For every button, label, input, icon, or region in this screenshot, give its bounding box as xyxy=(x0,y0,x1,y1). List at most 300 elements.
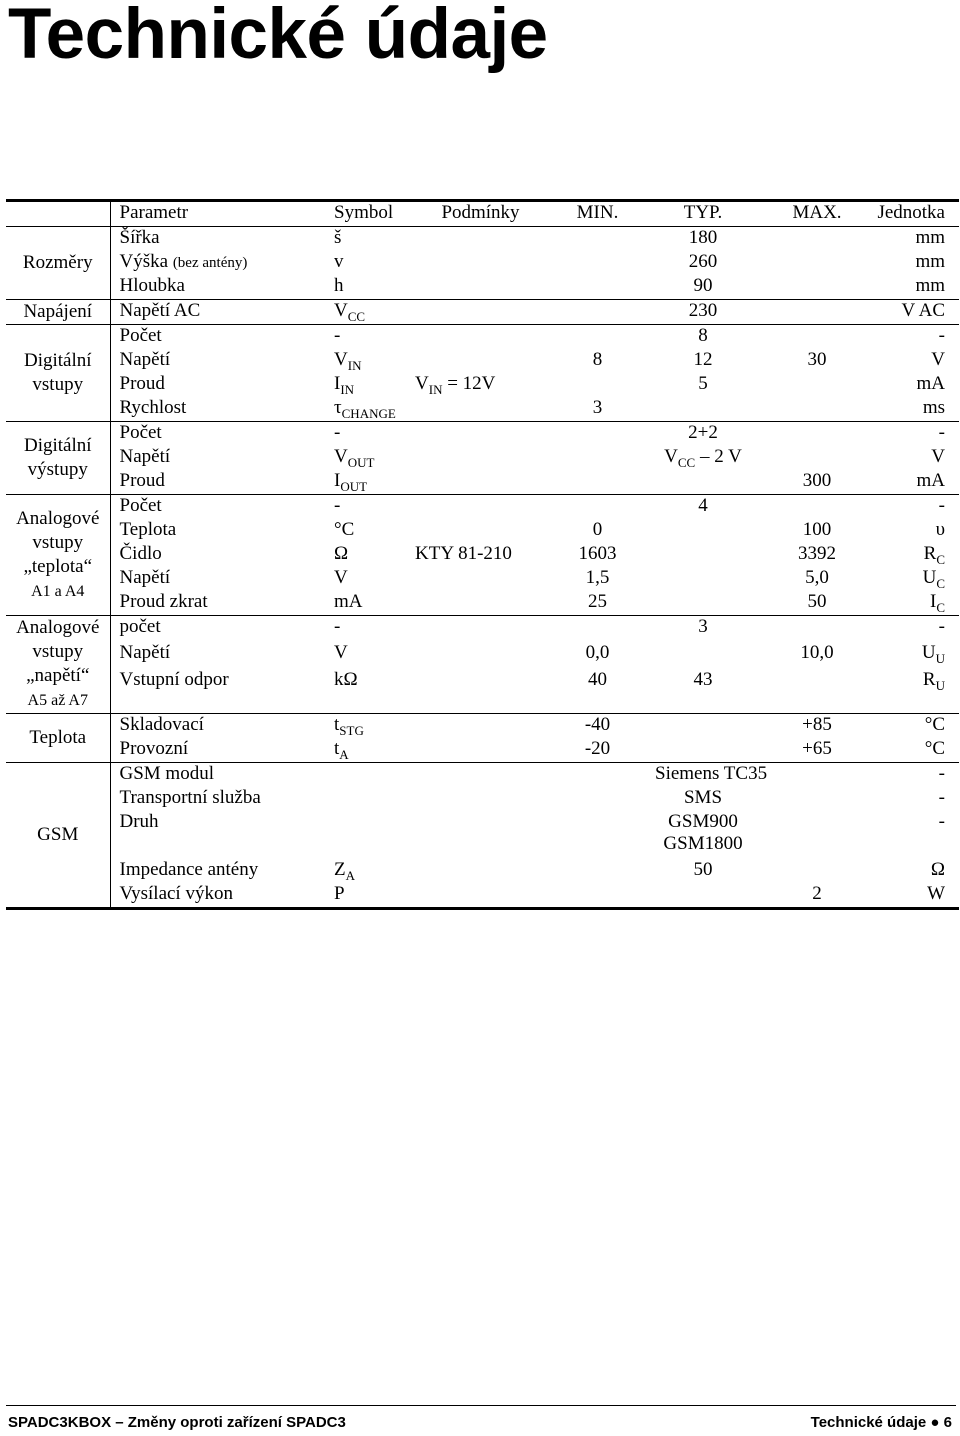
table-row xyxy=(6,763,959,788)
cond-cell xyxy=(409,763,544,788)
param-cell xyxy=(110,446,316,470)
page-title: Technické údaje xyxy=(8,0,548,74)
param-label: Čidlo xyxy=(119,543,162,564)
symbol-label: mA xyxy=(334,591,363,612)
unit-label: mA xyxy=(916,373,945,394)
unit-cell xyxy=(863,446,959,470)
unit-cell xyxy=(863,787,959,811)
group-header-empty xyxy=(6,201,110,227)
symbol-cell xyxy=(316,519,409,543)
max-value: 300 xyxy=(802,470,832,491)
min-cell xyxy=(544,519,651,543)
max-value: 10,0 xyxy=(800,642,834,664)
unit-label: - xyxy=(938,763,945,784)
header-podminky-label: Podmínky xyxy=(441,202,520,223)
symbol-cell xyxy=(316,567,409,591)
unit-label: mm xyxy=(915,227,945,248)
typ-value: 8 xyxy=(698,325,708,346)
group-label-line: Digitální xyxy=(23,350,92,371)
max-cell xyxy=(755,738,863,763)
typ-cell xyxy=(651,738,755,763)
param-cell xyxy=(110,543,316,567)
param-cell xyxy=(110,519,316,543)
header-min xyxy=(544,201,651,227)
symbol-cell xyxy=(316,543,409,567)
cond-cell xyxy=(409,591,544,616)
group-label-line: vstupy xyxy=(32,531,84,553)
table-row xyxy=(6,300,959,325)
param-label: Napětí xyxy=(119,642,171,664)
unit-subscript: C xyxy=(936,552,945,567)
unit-label: Ω xyxy=(930,859,945,880)
param-label: GSM modul xyxy=(119,763,214,784)
unit-label: R xyxy=(922,668,936,690)
min-cell xyxy=(544,300,651,325)
unit-cell xyxy=(863,714,959,739)
typ-value: 5 xyxy=(698,373,708,394)
symbol-cell xyxy=(316,349,409,373)
unit-label: - xyxy=(938,325,945,346)
header-typ xyxy=(651,201,755,227)
group-gsm: GSM xyxy=(6,763,110,909)
header-max-label: MAX. xyxy=(792,202,842,223)
typ-cell xyxy=(651,373,755,397)
symbol-label: š xyxy=(334,227,342,248)
symbol-cell xyxy=(316,591,409,616)
max-cell xyxy=(755,591,863,616)
symbol-cell xyxy=(316,883,409,909)
param-cell xyxy=(110,859,316,883)
unit-cell xyxy=(863,669,959,714)
typ-cell xyxy=(651,325,755,350)
table-row xyxy=(6,519,959,543)
min-cell xyxy=(544,616,651,643)
min-cell xyxy=(544,325,651,350)
group-label-line: Analogové xyxy=(16,617,100,638)
unit-cell xyxy=(863,275,959,300)
typ-value: 90 xyxy=(693,275,713,296)
param-cell xyxy=(110,373,316,397)
min-value: 40 xyxy=(588,668,607,690)
cond-cell xyxy=(409,325,544,350)
param-cell xyxy=(110,349,316,373)
min-cell xyxy=(544,373,651,397)
param-cell xyxy=(110,642,316,668)
max-cell xyxy=(755,251,863,275)
max-cell xyxy=(755,859,863,883)
min-cell xyxy=(544,349,651,373)
param-label: Proud xyxy=(119,470,165,491)
param-label: Počet xyxy=(119,325,162,346)
typ-cell xyxy=(651,275,755,300)
group-label-line: A5 až A7 xyxy=(27,692,88,709)
table-row xyxy=(6,397,959,422)
cond-cell xyxy=(409,495,544,520)
cond-cell xyxy=(409,300,544,325)
unit-label: mm xyxy=(915,251,945,272)
param-cell xyxy=(110,422,316,447)
min-cell xyxy=(544,227,651,252)
table-row xyxy=(6,883,959,909)
max-cell xyxy=(755,470,863,495)
symbol-cell xyxy=(316,714,409,739)
cond-label: KTY 81-210 xyxy=(415,543,512,564)
typ-value: 260 xyxy=(688,251,718,272)
min-value: 1,5 xyxy=(585,567,610,588)
symbol-label: V xyxy=(334,300,348,321)
symbol-label: I xyxy=(334,373,341,394)
cond-cell xyxy=(409,883,544,909)
cond-cell xyxy=(409,397,544,422)
max-cell xyxy=(755,446,863,470)
unit-label: - xyxy=(938,616,945,637)
cond-cell xyxy=(409,642,544,668)
cond-cell xyxy=(409,251,544,275)
max-value: +85 xyxy=(802,714,832,735)
table-row xyxy=(6,669,959,714)
symbol-subscript: OUT xyxy=(347,455,375,470)
typ-value: Siemens TC35 xyxy=(655,763,768,784)
unit-cell xyxy=(863,642,959,668)
symbol-label: t xyxy=(334,714,340,735)
max-cell xyxy=(755,642,863,668)
typ-cell xyxy=(651,470,755,495)
table-row xyxy=(6,543,959,567)
typ-cell xyxy=(651,714,755,739)
group-teplota: Teplota xyxy=(6,714,110,763)
param-cell xyxy=(110,616,316,643)
typ-value: SMS xyxy=(683,787,723,808)
symbol-label: - xyxy=(334,616,341,637)
group-digitalni-vystupy xyxy=(6,422,110,495)
group-digitalni-vstupy xyxy=(6,325,110,422)
unit-cell xyxy=(863,251,959,275)
param-cell xyxy=(110,738,316,763)
typ-cell xyxy=(651,349,755,373)
table-row xyxy=(6,495,959,520)
param-label: Transportní služba xyxy=(119,787,261,808)
unit-label: U xyxy=(921,642,936,664)
min-value: -20 xyxy=(584,738,611,759)
symbol-label: Z xyxy=(334,859,346,880)
typ-cell xyxy=(651,811,755,859)
cond-cell xyxy=(409,738,544,763)
symbol-cell xyxy=(316,446,409,470)
table-header-row xyxy=(6,201,959,227)
min-value: 8 xyxy=(592,349,603,370)
symbol-label: t xyxy=(334,738,340,759)
cond-cell xyxy=(409,446,544,470)
param-label: Napětí xyxy=(119,446,171,467)
symbol-cell xyxy=(316,787,409,811)
max-cell xyxy=(755,227,863,252)
cond-cell xyxy=(409,714,544,739)
param-label: Napětí AC xyxy=(119,300,201,321)
param-cell xyxy=(110,763,316,788)
symbol-subscript: IN xyxy=(340,382,355,397)
max-value: 3392 xyxy=(798,543,836,564)
symbol-label: P xyxy=(334,883,345,904)
symbol-label: - xyxy=(334,495,341,516)
symbol-subscript: A xyxy=(345,868,355,883)
unit-cell xyxy=(863,325,959,350)
min-value: 0 xyxy=(592,519,603,540)
symbol-cell xyxy=(316,251,409,275)
min-cell xyxy=(544,251,651,275)
min-cell xyxy=(544,422,651,447)
typ-value: GSM1800 xyxy=(663,833,743,854)
table-row xyxy=(6,811,959,859)
unit-cell xyxy=(863,883,959,909)
typ-cell xyxy=(651,883,755,909)
param-cell xyxy=(110,397,316,422)
typ-value: 3 xyxy=(698,616,708,637)
unit-subscript: U xyxy=(935,677,945,693)
param-cell xyxy=(110,567,316,591)
group-label-line: vstupy xyxy=(32,641,84,662)
bullet-icon: ● xyxy=(930,1414,940,1431)
typ-cell xyxy=(651,591,755,616)
unit-cell xyxy=(863,519,959,543)
header-podminky xyxy=(409,201,544,227)
table-row xyxy=(6,591,959,616)
min-value: -40 xyxy=(584,714,611,735)
typ-cell xyxy=(651,567,755,591)
group-label-line: vstupy xyxy=(32,374,84,395)
typ-cell xyxy=(651,397,755,422)
param-label: Počet xyxy=(119,422,162,443)
symbol-cell xyxy=(316,275,409,300)
cond-cell xyxy=(409,543,544,567)
typ-subscript: CC xyxy=(677,455,696,470)
max-cell xyxy=(755,883,863,909)
table-row xyxy=(6,373,959,397)
table-row xyxy=(6,738,959,763)
symbol-subscript: IN xyxy=(347,358,362,373)
unit-cell xyxy=(863,811,959,859)
unit-cell xyxy=(863,763,959,788)
unit-label: I xyxy=(930,591,937,612)
param-cell xyxy=(110,227,316,252)
symbol-label: - xyxy=(334,422,341,443)
param-cell xyxy=(110,591,316,616)
symbol-subscript: A xyxy=(339,747,349,762)
table-row xyxy=(6,567,959,591)
param-label: Napětí xyxy=(119,567,171,588)
cond-cell xyxy=(409,859,544,883)
symbol-cell xyxy=(316,397,409,422)
group-label-line: „teplota“ xyxy=(23,555,93,577)
param-cell xyxy=(110,251,316,275)
symbol-label: - xyxy=(334,325,341,346)
min-cell xyxy=(544,811,651,859)
typ-cell xyxy=(651,787,755,811)
typ-cell xyxy=(651,543,755,567)
symbol-cell xyxy=(316,859,409,883)
cond-cell xyxy=(409,616,544,643)
unit-cell xyxy=(863,349,959,373)
header-jednotka xyxy=(863,201,959,227)
cond-cell xyxy=(409,669,544,714)
max-value: 100 xyxy=(802,519,832,540)
group-label-line: Digitální xyxy=(23,435,92,456)
header-parametr-label: Parametr xyxy=(119,202,189,223)
max-cell xyxy=(755,325,863,350)
typ-cell xyxy=(651,251,755,275)
symbol-cell xyxy=(316,763,409,788)
table-row xyxy=(6,446,959,470)
max-cell xyxy=(755,669,863,714)
symbol-label: V xyxy=(334,567,348,588)
max-cell xyxy=(755,300,863,325)
typ-cell xyxy=(651,616,755,643)
param-label: Napětí xyxy=(119,349,171,370)
symbol-subscript: CC xyxy=(347,309,366,324)
typ-cell xyxy=(651,446,755,470)
table-row xyxy=(6,859,959,883)
unit-subscript: C xyxy=(936,600,945,615)
min-cell xyxy=(544,591,651,616)
param-label: Proud zkrat xyxy=(119,591,208,612)
symbol-cell xyxy=(316,373,409,397)
symbol-label: I xyxy=(334,470,341,491)
header-max xyxy=(755,201,863,227)
table-row xyxy=(6,616,959,643)
table-row xyxy=(6,787,959,811)
param-label: Rychlost xyxy=(119,397,187,418)
unit-cell xyxy=(863,616,959,643)
symbol-label: °C xyxy=(334,519,355,540)
symbol-label: Ω xyxy=(334,543,349,564)
param-cell xyxy=(110,275,316,300)
min-cell xyxy=(544,714,651,739)
header-symbol-label: Symbol xyxy=(334,202,394,223)
max-value: +65 xyxy=(802,738,832,759)
param-cell xyxy=(110,325,316,350)
table-row xyxy=(6,470,959,495)
typ-cell xyxy=(651,495,755,520)
footer-document-title: SPADC3KBOX – Změny oproti zařízení SPADC3 xyxy=(8,1414,346,1431)
unit-label: U xyxy=(922,567,937,588)
symbol-label: V xyxy=(334,349,348,370)
unit-label: mm xyxy=(915,275,945,296)
param-label: Vstupní odpor xyxy=(119,668,229,690)
param-label: Skladovací xyxy=(119,714,204,735)
param-cell xyxy=(110,470,316,495)
unit-label: V AC xyxy=(901,300,945,321)
cond-cell xyxy=(409,373,544,397)
min-cell xyxy=(544,642,651,668)
cond-cell xyxy=(409,227,544,252)
min-value: 25 xyxy=(588,591,607,612)
unit-label: - xyxy=(938,495,945,516)
typ-cell xyxy=(651,669,755,714)
symbol-cell xyxy=(316,642,409,668)
max-cell xyxy=(755,616,863,643)
unit-subscript: C xyxy=(936,576,945,591)
cond-cell xyxy=(409,787,544,811)
max-cell xyxy=(755,422,863,447)
typ-value: 4 xyxy=(698,495,708,516)
typ-value: 230 xyxy=(688,300,718,321)
page-footer xyxy=(6,1405,956,1431)
max-cell xyxy=(755,763,863,788)
param-label: Šířka xyxy=(119,227,160,248)
group-napajeni: Napájení xyxy=(6,300,110,325)
param-label: Provozní xyxy=(119,738,189,759)
min-cell xyxy=(544,543,651,567)
unit-label: W xyxy=(927,883,945,904)
param-label: počet xyxy=(119,616,161,637)
typ-rest: – 2 V xyxy=(695,446,742,467)
param-label: Hloubka xyxy=(119,275,185,296)
table-row xyxy=(6,714,959,739)
cond-subscript: IN xyxy=(428,382,443,397)
symbol-subscript: OUT xyxy=(340,479,368,494)
max-cell xyxy=(755,349,863,373)
unit-cell xyxy=(863,738,959,763)
param-label: Počet xyxy=(119,495,162,516)
symbol-label: τ xyxy=(334,397,342,418)
group-label-line: „napětí“ xyxy=(26,665,90,686)
param-label: Impedance antény xyxy=(119,859,259,880)
unit-label: ms xyxy=(922,397,945,418)
min-value: 1603 xyxy=(578,543,617,564)
param-cell xyxy=(110,495,316,520)
param-cell xyxy=(110,669,316,714)
table-row xyxy=(6,251,959,275)
cond-cell xyxy=(409,470,544,495)
param-cell xyxy=(110,714,316,739)
symbol-cell xyxy=(316,470,409,495)
param-label: Druh xyxy=(119,811,159,832)
group-label-line: Analogové xyxy=(16,507,100,529)
unit-subscript: U xyxy=(935,651,945,667)
typ-value: 2+2 xyxy=(688,422,718,443)
unit-label: υ xyxy=(935,519,945,540)
unit-label: V xyxy=(931,446,945,467)
footer-page-number: 6 xyxy=(943,1414,952,1431)
header-jednotka-label: Jednotka xyxy=(877,202,945,223)
symbol-subscript: STG xyxy=(339,723,364,738)
unit-cell xyxy=(863,397,959,422)
max-cell xyxy=(755,373,863,397)
footer-page-info xyxy=(811,1414,952,1431)
max-cell xyxy=(755,495,863,520)
group-rozmery: Rozměry xyxy=(6,227,110,300)
unit-label: °C xyxy=(924,738,945,759)
symbol-cell xyxy=(316,325,409,350)
header-parametr xyxy=(110,201,316,227)
typ-cell xyxy=(651,227,755,252)
unit-label: mA xyxy=(916,470,945,491)
max-cell xyxy=(755,519,863,543)
min-cell xyxy=(544,787,651,811)
unit-cell xyxy=(863,300,959,325)
param-label: Vysílací výkon xyxy=(119,883,233,904)
symbol-cell xyxy=(316,227,409,252)
param-label: Proud xyxy=(119,373,165,394)
max-value: 2 xyxy=(812,883,822,904)
unit-cell xyxy=(863,470,959,495)
unit-label: V xyxy=(931,349,945,370)
max-cell xyxy=(755,787,863,811)
cond-cell xyxy=(409,349,544,373)
max-value: 50 xyxy=(807,591,827,612)
header-symbol xyxy=(316,201,409,227)
min-cell xyxy=(544,397,651,422)
group-label-line: A1 a A4 xyxy=(31,582,85,600)
